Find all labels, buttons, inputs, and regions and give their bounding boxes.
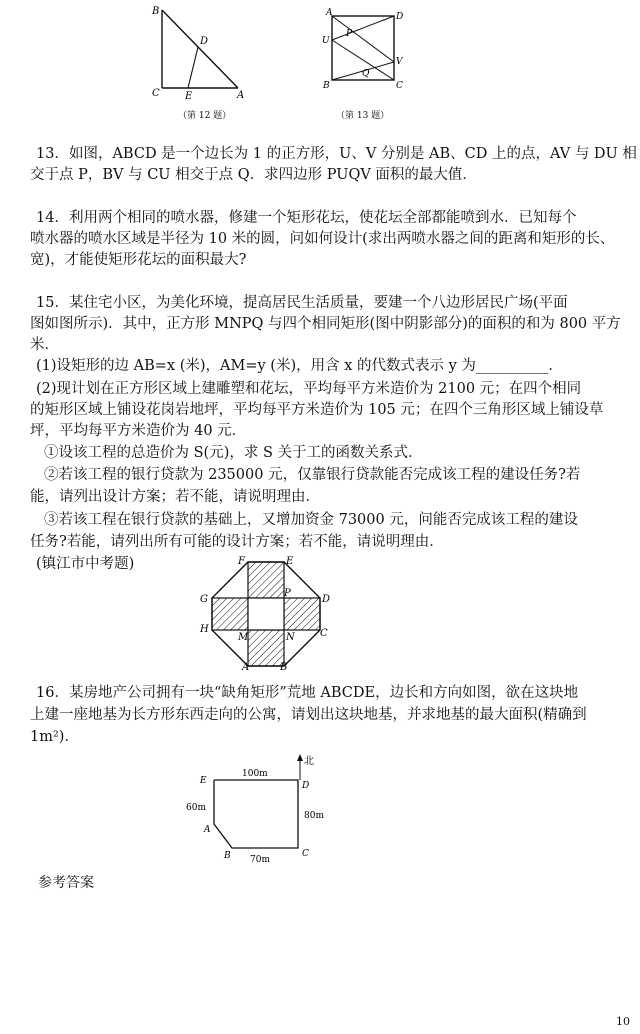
fig16-label-b: B xyxy=(224,851,231,861)
fig15-label-p: P xyxy=(284,588,291,599)
problem-14-line-1: 14．利用两个相同的喷水器，修建一个矩形花坛，使花坛全部都能喷到水．已知每个 xyxy=(36,210,577,226)
problem-15-line-2: 图如图所示)．其中，正方形 MNPQ 与四个相同矩形(图中阴影部分)的面积的和为 800 平方 xyxy=(30,316,621,332)
problem-13-line-1: 13．如图，ABCD 是一个边长为 1 的正方形，U、V 分别是 AB、CD 上的点，AV 与 DU 相 xyxy=(36,146,637,162)
problem-15-line-1: 15．某住宅小区，为美化环境，提高居民生活质量，要建一个八边形居民广场(平面 xyxy=(36,295,568,311)
fig13-label-b: B xyxy=(323,81,330,91)
figure-13 xyxy=(314,6,404,96)
fig15-label-e: E xyxy=(286,556,294,567)
fig13-label-d: D xyxy=(396,12,404,22)
fig13-label-v: V xyxy=(396,57,403,67)
figure-15 xyxy=(198,556,332,672)
fig13-label-a: A xyxy=(326,8,333,18)
dim-bottom: 70m xyxy=(250,855,270,865)
fig15-label-n: N xyxy=(286,632,295,643)
figure-16 xyxy=(180,752,360,872)
problem-15-line-4: (1)设矩形的边 AB=x (米)，AM=y (米)，用含 x 的代数式表示 y 为__________． xyxy=(36,358,563,374)
dim-top: 100m xyxy=(242,769,268,779)
figure-15-diagram xyxy=(198,556,332,672)
fig13-label-c: C xyxy=(396,81,403,91)
problem-15-line-9: ②若该工程的银行贷款为 235000 元，仅靠银行贷款能否完成该工程的建设任务?若 xyxy=(44,467,581,483)
fig12-label-c: C xyxy=(152,88,160,99)
problem-14-line-3: 宽)，才能使矩形花坛的面积最大? xyxy=(30,252,247,268)
dim-right: 80m xyxy=(304,811,324,821)
problem-15-line-12: 任务?若能，请列出所有可能的设计方案；若不能，请说明理由． xyxy=(30,534,444,550)
figure-12-caption: （第 12 题） xyxy=(178,111,232,121)
problem-15-line-8: ①设该工程的总造价为 S(元)，求 S 关于工的函数关系式． xyxy=(44,445,423,461)
figure-12-diagram xyxy=(140,2,260,102)
fig15-label-c: C xyxy=(320,628,328,639)
dim-left: 60m xyxy=(186,803,206,813)
figure-13-caption: （第 13 题） xyxy=(336,111,390,121)
problem-15-line-11: ③若该工程在银行贷款的基础上，又增加资金 73000 元，问能否完成该工程的建设 xyxy=(44,512,578,528)
fig12-label-a: A xyxy=(237,90,245,101)
problem-16-line-2: 上建一座地基为长方形东西走向的公寓，请划出这块地基，并求地基的最大面积(精确到 xyxy=(30,707,587,723)
problem-15-line-3: 米． xyxy=(30,337,59,353)
figure-12 xyxy=(140,2,260,102)
fig16-label-d: D xyxy=(302,781,310,791)
fig15-label-a: A xyxy=(242,662,250,672)
problem-15-line-7: 坪，平均每平方米造价为 40 元． xyxy=(30,423,247,439)
fig15-label-f: F xyxy=(238,556,245,567)
north-label: 北 xyxy=(304,756,314,767)
fig12-label-e: E xyxy=(185,91,193,102)
fig16-label-c: C xyxy=(302,849,309,859)
problem-15-line-6: 的矩形区域上铺设花岗岩地坪，平均每平方米造价为 105 元；在四个三角形区域上铺设草 xyxy=(30,402,604,418)
problem-16-line-1: 16．某房地产公司拥有一块“缺角矩形”荒地 ABCDE，边长和方向如图，欲在这块地 xyxy=(36,685,579,701)
figure-16-diagram xyxy=(180,752,360,872)
fig15-label-d: D xyxy=(322,594,331,605)
fig13-label-u: U xyxy=(322,36,330,46)
problem-15-line-10: 能，请列出设计方案；若不能，请说明理由． xyxy=(30,489,320,505)
fig15-label-g: G xyxy=(200,594,208,605)
figure-13-diagram xyxy=(314,6,404,96)
problem-14-line-2: 喷水器的喷水区域是半径为 10 米的圆，问如何设计(求出两喷水器之间的距离和矩形的长、 xyxy=(30,231,615,247)
problem-15-line-5: (2)现计划在正方形区域上建雕塑和花坛，平均每平方米造价为 2100 元；在四个相同 xyxy=(36,381,582,397)
fig16-label-e: E xyxy=(200,776,207,786)
fig12-label-d: D xyxy=(200,36,209,47)
fig15-label-h: H xyxy=(200,624,209,635)
answers-heading: 参考答案 xyxy=(38,875,94,891)
fig15-label-m: M xyxy=(238,632,249,643)
fig12-label-b: B xyxy=(152,6,160,17)
fig15-label-b: B xyxy=(280,662,288,672)
fig13-label-q: Q xyxy=(362,69,370,79)
problem-15-line-13: (镇江市中考题) xyxy=(36,556,135,572)
page-number: 10 xyxy=(616,1015,630,1028)
fig13-label-p: P xyxy=(346,29,353,39)
fig16-label-a: A xyxy=(204,825,211,835)
problem-13-line-2: 交于点 P，BV 与 CU 相交于点 Q．求四边形 PUQV 面积的最大值． xyxy=(30,167,477,183)
problem-16-line-3: 1m²)． xyxy=(30,729,79,745)
